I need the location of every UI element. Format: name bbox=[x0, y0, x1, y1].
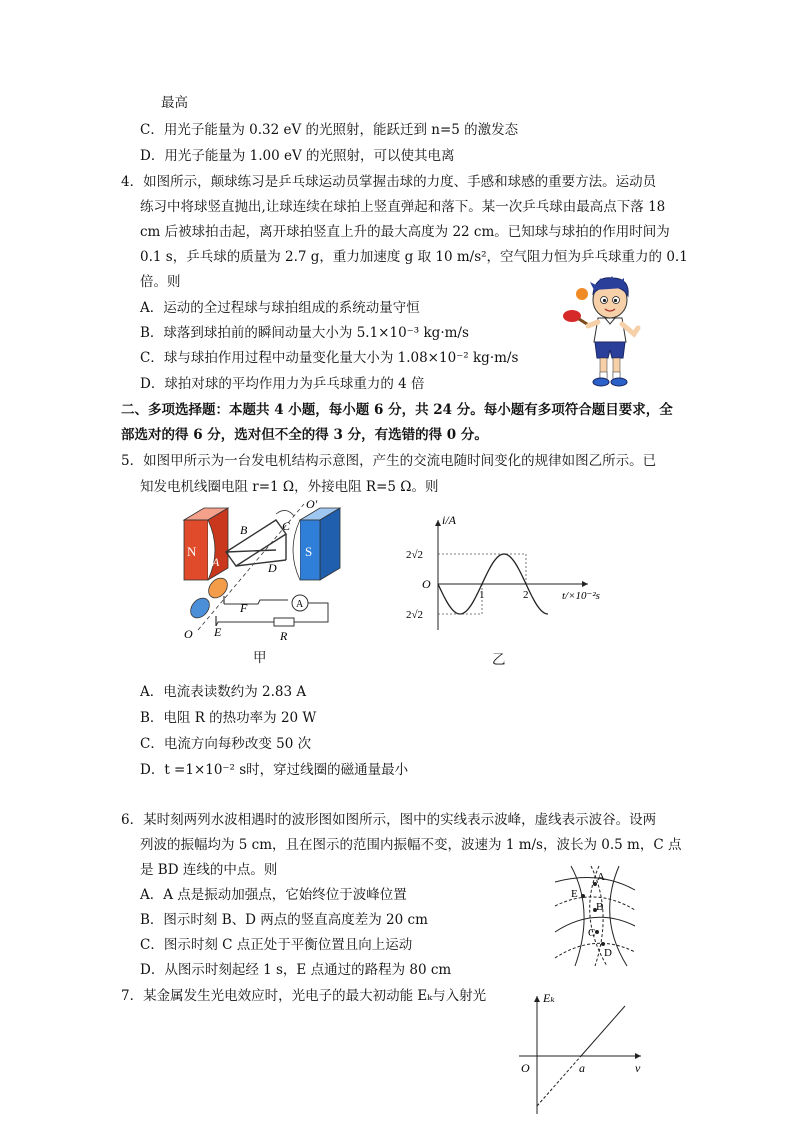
ek-origin: O bbox=[521, 1061, 530, 1075]
wave-label-e: E bbox=[571, 888, 578, 900]
label-ammeter: A bbox=[296, 599, 304, 610]
wave-label-b: B bbox=[596, 901, 604, 913]
q4-stem-line3: cm 后被球拍击起，离开球拍竖直上升的最大高度为 22 cm。已知球与球拍的作用时间为 bbox=[140, 224, 670, 240]
label-d: D bbox=[268, 561, 277, 575]
fig-yi-caption: 乙 bbox=[492, 652, 506, 668]
ek-y-label: Eₖ bbox=[543, 991, 555, 1005]
q6-option-c: C．图示时刻 C 点正处于平衡位置且向上运动 bbox=[140, 937, 413, 953]
q4-option-d: D．球拍对球的平均作用力为乒乓球重力的 4 倍 bbox=[140, 376, 425, 392]
q5-stem-line2: 知发电机线圈电阻 r=1 Ω，外接电阻 R=5 Ω。则 bbox=[140, 479, 439, 495]
resistor-icon bbox=[274, 618, 294, 626]
q5-stem-line1: 5．如图甲所示为一台发电机结构示意图，产生的交流电随时间变化的规律如图乙所示。已 bbox=[121, 453, 657, 469]
q6-option-d: D．从图示时刻起经 1 s，E 点通过的路程为 80 cm bbox=[140, 962, 452, 978]
label-e: E bbox=[214, 625, 222, 639]
tick-pos-label: 2√2 bbox=[406, 549, 424, 561]
q4-stem-line2: 练习中将球竖直抛出,让球连续在球拍上竖直弹起和落下。某一次乒乓球由最高点下落 18 bbox=[140, 199, 666, 215]
y-axis-label: i/A bbox=[442, 513, 456, 527]
q5-option-b: B．电阻 R 的热功率为 20 W bbox=[140, 710, 317, 726]
q4-stem-line5: 倍。则 bbox=[140, 274, 181, 290]
q4-stem-line4: 0.1 s，乒乓球的质量为 2.7 g，重力加速度 g 取 10 m/s²，空气阻力恒为乒乓球重力的 0.1 bbox=[140, 249, 688, 265]
q3-option-d: D．用光子能量为 1.00 eV 的光照射，可以使其电离 bbox=[140, 148, 455, 164]
q5-option-c: C．电流方向每秒改变 50 次 bbox=[140, 736, 312, 752]
tick-1-label: 1 bbox=[479, 589, 485, 601]
q3-option-c: C．用光子能量为 0.32 eV 的光照射，能跃迁到 n=5 的激发态 bbox=[140, 122, 519, 138]
generator-diagram bbox=[178, 497, 348, 650]
q3-continuation: 最高 bbox=[161, 95, 188, 111]
tick-neg-label: 2√2 bbox=[406, 609, 424, 621]
q4-option-a: A．运动的全过程球与球拍组成的系统动量守恒 bbox=[140, 300, 420, 316]
ek-frequency-graph bbox=[515, 990, 655, 1118]
label-o-prime: O′ bbox=[306, 497, 318, 511]
label-o: O bbox=[184, 627, 193, 641]
label-n: N bbox=[187, 544, 197, 559]
label-r: R bbox=[280, 629, 288, 643]
label-s: S bbox=[305, 544, 313, 559]
ball-icon bbox=[576, 288, 588, 300]
wave-label-c: C bbox=[588, 927, 596, 939]
tick-2-label: 2 bbox=[523, 589, 529, 601]
x-axis-label: t/×10⁻²s bbox=[562, 590, 600, 602]
q6-option-b: B．图示时刻 B、D 两点的竖直高度差为 20 cm bbox=[140, 912, 428, 928]
current-time-graph bbox=[398, 512, 628, 642]
section2-heading-line2: 部选对的得 6 分，选对但不全的得 3 分，有选错的得 0 分。 bbox=[121, 427, 488, 443]
q4-stem-line1: 4．如图所示，颠球练习是乒乓球运动员掌握击球的力度、手感和球感的重要方法。运动员 bbox=[121, 174, 657, 190]
origin-label: O bbox=[422, 577, 431, 591]
label-b: B bbox=[240, 523, 248, 537]
label-c: C bbox=[282, 519, 291, 533]
section2-heading-line1: 二、多项选择题：本题共 4 小题，每小题 6 分，共 24 分。每小题有多项符合题目要求，全 bbox=[121, 402, 673, 418]
q4-option-c: C．球与球拍作用过程中动量变化量大小为 1.08×10⁻² kg·m/s bbox=[140, 350, 519, 366]
wave-label-a: A bbox=[597, 871, 605, 883]
nu-x-label: ν bbox=[635, 1061, 641, 1075]
q5-option-d: D．t =1×10⁻² s时，穿过线圈的磁通量最小 bbox=[140, 762, 409, 778]
q6-option-a: A．A 点是振动加强点，它始终位于波峰位置 bbox=[140, 887, 407, 903]
q7-stem-line1: 7．某金属发生光电效应时，光电子的最大初动能 Eₖ与入射光 bbox=[121, 988, 487, 1004]
q4-option-b: B．球落到球拍前的瞬间动量大小为 5.1×10⁻³ kg·m/s bbox=[140, 325, 469, 341]
table-tennis-boy-illustration bbox=[560, 272, 650, 392]
q6-stem-line2: 列波的振幅均为 5 cm，且在图示的范围内振幅不变，波速为 1 m/s，波长为 0.5 m，C 点 bbox=[140, 837, 682, 853]
ek-line-extension bbox=[537, 1056, 581, 1106]
q6-stem-line1: 6．某时刻两列水波相遇时的波形图如图所示，图中的实线表示波峰，虚线表示波谷。设两 bbox=[121, 812, 657, 828]
intercept-a: a bbox=[579, 1061, 585, 1075]
wave-label-d: D bbox=[604, 947, 612, 959]
wave-interference-diagram bbox=[555, 866, 635, 966]
q6-stem-line3: 是 BD 连线的中点。则 bbox=[140, 862, 278, 878]
label-a: A bbox=[212, 555, 220, 569]
label-f: F bbox=[240, 601, 248, 615]
q5-option-a: A．电流表读数约为 2.83 A bbox=[140, 684, 307, 700]
ek-line bbox=[581, 1006, 625, 1056]
fig-jia-caption: 甲 bbox=[253, 650, 267, 666]
